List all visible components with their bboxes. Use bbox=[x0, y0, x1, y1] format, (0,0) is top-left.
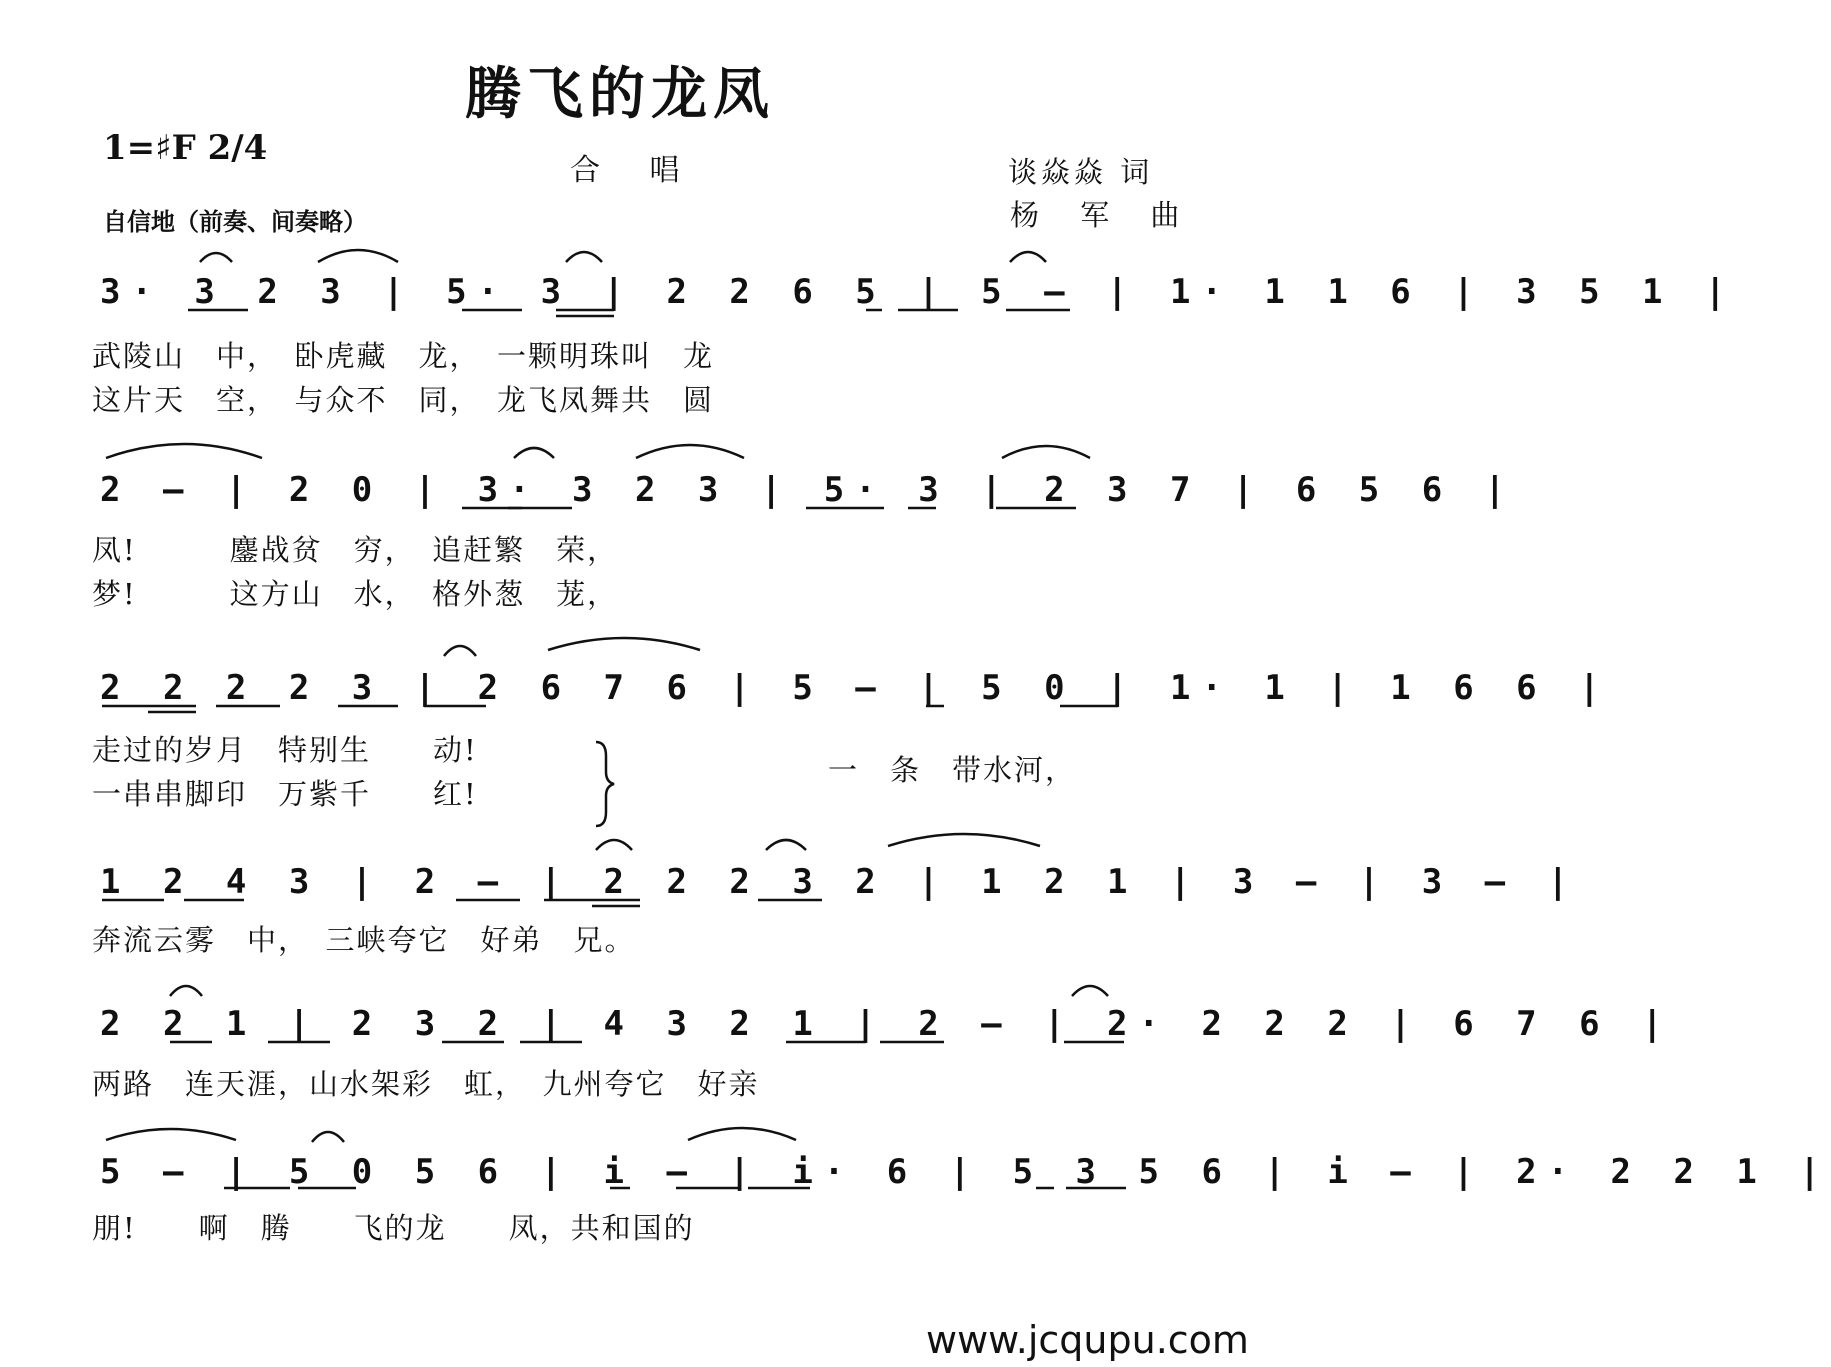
lyric-line-2-verse-2: 梦! 这方山 水， 格外葱 茏， bbox=[92, 577, 619, 611]
performance-type: 合 唱 bbox=[570, 153, 700, 188]
notation-line-3: 2 2 2 2 3 | 2 6 7 6 | 5 – | 5 0 | 1· 1 | 1 6 6 | bbox=[100, 668, 1611, 708]
lyric-line-1-verse-2: 这片天 空， 与众不 同， 龙飞凤舞共 圆 bbox=[92, 383, 715, 417]
lyric-line-1-verse-1: 武陵山 中， 卧虎藏 龙， 一颗明珠叫 龙 bbox=[92, 339, 715, 373]
slur-mark bbox=[688, 1128, 796, 1140]
key-signature: 1=♯F 2/4 bbox=[103, 128, 268, 168]
slur-mark bbox=[636, 445, 744, 458]
composer-credit: 杨 军 曲 bbox=[1010, 198, 1196, 232]
slur-mark bbox=[514, 448, 554, 458]
verse-brace bbox=[596, 742, 614, 826]
notation-line-2: 2 – | 2 0 | 3· 3 2 3 | 5· 3 | 2 3 7 | 6 5 6 | bbox=[100, 470, 1517, 510]
lyric-line-2-verse-1: 凤! 鏖战贫 穷， 追赶繁 荣， bbox=[92, 533, 619, 567]
lyric-line-3-refrain: 一 条 带水河， bbox=[828, 753, 1077, 787]
lyric-line-4: 奔流云雾 中， 三峡夸它 好弟 兄。 bbox=[92, 923, 636, 957]
tempo-marking: 自信地（前奏、间奏略） bbox=[103, 207, 367, 236]
page-title: 腾飞的龙凤 bbox=[465, 61, 775, 127]
notation-line-4: 1 2 4 3 | 2 – | 2 2 2 3 2 | 1 2 1 | 3 – | 3 – | bbox=[100, 862, 1580, 902]
notation-line-5: 2 2 1 | 2 3 2 | 4 3 2 1 | 2 – | 2· 2 2 2 | 6 7 6 | bbox=[100, 1004, 1674, 1044]
notation-line-1: 3· 3 2 3 | 5· 3 | 2 2 6 5 | 5 – | 1· 1 1 6 | 3 5 1 | bbox=[100, 272, 1737, 312]
lyric-line-6: 朋! 啊 腾 飞的龙 凤，共和国的 bbox=[92, 1211, 695, 1245]
slur-mark bbox=[444, 646, 476, 656]
slur-mark bbox=[170, 986, 202, 996]
lyric-line-3-verse-2: 一串串脚印 万紫千 红! bbox=[92, 777, 478, 811]
slur-mark bbox=[548, 638, 700, 650]
lyricist-credit: 谈焱焱 词 bbox=[1008, 155, 1154, 189]
slur-mark bbox=[200, 253, 232, 262]
slur-mark bbox=[1010, 252, 1046, 262]
slur-mark bbox=[106, 444, 262, 458]
notation-line-6: 5 – | 5 0 5 6 | i – | i· 6 | 5 3 5 6 | i – | 2· 2 2 1 | bbox=[100, 1152, 1831, 1192]
slur-mark bbox=[106, 1129, 236, 1140]
slur-mark bbox=[566, 252, 602, 262]
slur-mark bbox=[1072, 986, 1108, 996]
slur-mark bbox=[766, 840, 806, 850]
lyric-line-3-verse-1: 走过的岁月 特别生 动! bbox=[92, 733, 478, 767]
slur-mark bbox=[1002, 446, 1090, 458]
slur-mark bbox=[596, 840, 632, 850]
lyric-line-5: 两路 连天涯，山水架彩 虹， 九州夸它 好亲 bbox=[92, 1067, 760, 1101]
slur-mark bbox=[888, 834, 1040, 846]
watermark: www.jcqupu.com bbox=[926, 1318, 1249, 1362]
slur-mark bbox=[318, 250, 398, 262]
slur-mark bbox=[312, 1132, 344, 1142]
